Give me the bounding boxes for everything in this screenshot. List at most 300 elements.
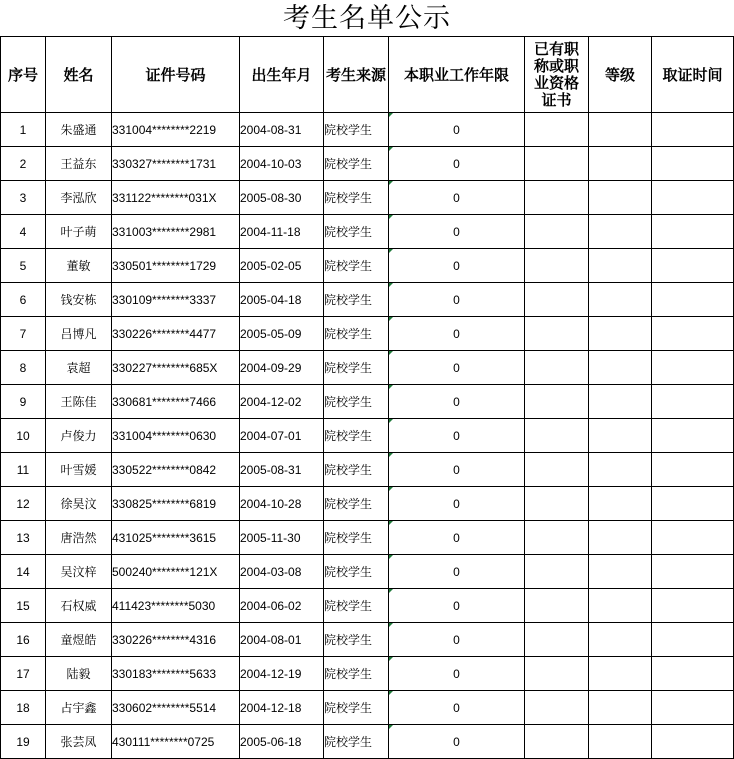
header-row bbox=[1, 37, 734, 113]
row-source bbox=[324, 725, 389, 759]
row-source-text: 院校学生 bbox=[324, 633, 373, 647]
row-birth-date bbox=[240, 147, 324, 181]
row-source bbox=[324, 113, 389, 147]
row-name-text: 徐昊汶 bbox=[60, 497, 97, 511]
row-source bbox=[324, 555, 389, 589]
row-name-text: 董敏 bbox=[66, 259, 91, 273]
table-row bbox=[1, 623, 734, 657]
row-cert-time bbox=[652, 589, 734, 623]
row-seq bbox=[1, 589, 46, 623]
row-name-text: 张芸凤 bbox=[60, 735, 97, 749]
row-birth-date bbox=[240, 419, 324, 453]
row-source-text: 院校学生 bbox=[324, 701, 373, 715]
row-birth-date-text: 2004-06-02 bbox=[240, 598, 302, 613]
row-name-text: 李泓欣 bbox=[60, 191, 97, 205]
row-work-years-text: 0 bbox=[453, 122, 460, 137]
row-level bbox=[589, 623, 652, 657]
row-level bbox=[589, 249, 652, 283]
row-birth-date-text: 2005-04-18 bbox=[240, 292, 302, 307]
row-level bbox=[589, 317, 652, 351]
row-work-years bbox=[389, 623, 525, 657]
row-name bbox=[46, 317, 112, 351]
row-source bbox=[324, 317, 389, 351]
row-source-text: 院校学生 bbox=[324, 191, 373, 205]
header-id-number: 证件号码 bbox=[112, 37, 240, 113]
row-name-text: 袁超 bbox=[66, 361, 91, 375]
row-id-number bbox=[112, 215, 240, 249]
row-seq-text: 3 bbox=[19, 190, 27, 205]
row-seq bbox=[1, 691, 46, 725]
row-source-text: 院校学生 bbox=[324, 735, 373, 749]
row-certificate bbox=[525, 351, 589, 385]
row-name bbox=[46, 453, 112, 487]
row-work-years-text: 0 bbox=[453, 258, 460, 273]
table-body bbox=[1, 113, 734, 759]
header-birth-date: 出生年月 bbox=[240, 37, 324, 113]
row-seq bbox=[1, 283, 46, 317]
row-id-number bbox=[112, 113, 240, 147]
row-birth-date-text: 2004-08-01 bbox=[240, 632, 302, 647]
row-cert-time bbox=[652, 555, 734, 589]
row-certificate bbox=[525, 657, 589, 691]
row-birth-date bbox=[240, 725, 324, 759]
row-name bbox=[46, 181, 112, 215]
table-row bbox=[1, 147, 734, 181]
row-name bbox=[46, 691, 112, 725]
row-seq bbox=[1, 453, 46, 487]
row-source-text: 院校学生 bbox=[324, 361, 373, 375]
row-source bbox=[324, 453, 389, 487]
row-work-years-text: 0 bbox=[453, 224, 460, 239]
row-work-years bbox=[389, 283, 525, 317]
row-cert-time bbox=[652, 351, 734, 385]
row-name bbox=[46, 419, 112, 453]
row-level bbox=[589, 453, 652, 487]
row-birth-date-text: 2005-06-18 bbox=[240, 734, 302, 749]
row-name-text: 吴汶梓 bbox=[60, 565, 97, 579]
row-id-number-text: 330681********7466 bbox=[112, 394, 217, 409]
row-id-number-text: 330226********4477 bbox=[112, 326, 217, 341]
table-row bbox=[1, 589, 734, 623]
row-seq bbox=[1, 147, 46, 181]
row-name-text: 叶子萌 bbox=[60, 225, 97, 239]
row-work-years-text: 0 bbox=[453, 530, 460, 545]
row-id-number-text: 330501********1729 bbox=[112, 258, 217, 273]
row-work-years-text: 0 bbox=[453, 496, 460, 511]
row-birth-date bbox=[240, 691, 324, 725]
cell-comment-marker bbox=[389, 283, 393, 287]
row-id-number bbox=[112, 725, 240, 759]
row-source bbox=[324, 487, 389, 521]
row-seq bbox=[1, 351, 46, 385]
row-cert-time bbox=[652, 215, 734, 249]
header-cert-time: 取证时间 bbox=[652, 37, 734, 113]
row-name-text: 唐浩然 bbox=[60, 531, 97, 545]
row-id-number-text: 330327********1731 bbox=[112, 156, 217, 171]
row-work-years-text: 0 bbox=[453, 326, 460, 341]
row-id-number-text: 331004********0630 bbox=[112, 428, 217, 443]
row-cert-time bbox=[652, 113, 734, 147]
cell-comment-marker bbox=[389, 555, 393, 559]
row-source bbox=[324, 147, 389, 181]
row-source bbox=[324, 181, 389, 215]
row-work-years bbox=[389, 419, 525, 453]
row-id-number bbox=[112, 283, 240, 317]
row-work-years bbox=[389, 725, 525, 759]
row-name-text: 钱安栋 bbox=[60, 293, 97, 307]
row-id-number bbox=[112, 453, 240, 487]
row-birth-date-text: 2004-12-02 bbox=[240, 394, 302, 409]
row-id-number bbox=[112, 181, 240, 215]
row-work-years bbox=[389, 215, 525, 249]
row-work-years bbox=[389, 317, 525, 351]
row-work-years-text: 0 bbox=[453, 360, 460, 375]
row-source-text: 院校学生 bbox=[324, 293, 373, 307]
row-name bbox=[46, 249, 112, 283]
row-work-years bbox=[389, 351, 525, 385]
row-id-number bbox=[112, 589, 240, 623]
table-row bbox=[1, 181, 734, 215]
row-certificate bbox=[525, 521, 589, 555]
row-source bbox=[324, 691, 389, 725]
row-certificate bbox=[525, 453, 589, 487]
cell-comment-marker bbox=[389, 113, 393, 117]
row-seq bbox=[1, 113, 46, 147]
row-seq-text: 19 bbox=[16, 734, 30, 749]
row-birth-date-text: 2005-05-09 bbox=[240, 326, 302, 341]
table-row bbox=[1, 657, 734, 691]
row-work-years-text: 0 bbox=[453, 428, 460, 443]
row-level bbox=[589, 555, 652, 589]
row-cert-time bbox=[652, 453, 734, 487]
row-birth-date bbox=[240, 521, 324, 555]
row-birth-date bbox=[240, 249, 324, 283]
row-source bbox=[324, 351, 389, 385]
row-name bbox=[46, 113, 112, 147]
row-source-text: 院校学生 bbox=[324, 395, 373, 409]
row-birth-date-text: 2004-03-08 bbox=[240, 564, 302, 579]
header-level: 等级 bbox=[589, 37, 652, 113]
row-birth-date-text: 2004-09-29 bbox=[240, 360, 302, 375]
row-certificate bbox=[525, 249, 589, 283]
table-row bbox=[1, 555, 734, 589]
row-source-text: 院校学生 bbox=[324, 497, 373, 511]
row-birth-date bbox=[240, 215, 324, 249]
row-certificate bbox=[525, 691, 589, 725]
row-work-years-text: 0 bbox=[453, 394, 460, 409]
table-row bbox=[1, 249, 734, 283]
row-source bbox=[324, 623, 389, 657]
row-name bbox=[46, 351, 112, 385]
row-id-number-text: 330602********5514 bbox=[112, 700, 217, 715]
row-level bbox=[589, 589, 652, 623]
table-row bbox=[1, 725, 734, 759]
row-certificate bbox=[525, 589, 589, 623]
row-name-text: 朱盛通 bbox=[60, 123, 97, 137]
row-source-text: 院校学生 bbox=[324, 259, 373, 273]
row-name bbox=[46, 657, 112, 691]
row-source-text: 院校学生 bbox=[324, 123, 373, 137]
row-level bbox=[589, 283, 652, 317]
row-birth-date bbox=[240, 283, 324, 317]
row-name-text: 童煜皓 bbox=[60, 633, 97, 647]
row-seq-text: 17 bbox=[16, 666, 30, 681]
cell-comment-marker bbox=[389, 521, 393, 525]
row-id-number-text: 330227********685X bbox=[112, 360, 218, 375]
row-source bbox=[324, 249, 389, 283]
row-certificate bbox=[525, 385, 589, 419]
row-name-text: 王陈佳 bbox=[60, 395, 97, 409]
row-source bbox=[324, 215, 389, 249]
cell-comment-marker bbox=[389, 215, 393, 219]
row-seq bbox=[1, 317, 46, 351]
row-source-text: 院校学生 bbox=[324, 599, 373, 613]
row-id-number-text: 330825********6819 bbox=[112, 496, 217, 511]
row-name-text: 卢俊力 bbox=[60, 429, 97, 443]
row-name-text: 吕博凡 bbox=[60, 327, 97, 341]
table-row bbox=[1, 487, 734, 521]
row-name bbox=[46, 623, 112, 657]
row-cert-time bbox=[652, 283, 734, 317]
row-birth-date-text: 2004-07-01 bbox=[240, 428, 302, 443]
row-cert-time bbox=[652, 147, 734, 181]
row-seq-text: 18 bbox=[16, 700, 30, 715]
row-seq-text: 14 bbox=[16, 564, 30, 579]
row-name bbox=[46, 589, 112, 623]
row-name-text: 陆毅 bbox=[66, 667, 91, 681]
header-name: 姓名 bbox=[46, 37, 112, 113]
cell-comment-marker bbox=[389, 657, 393, 661]
row-work-years-text: 0 bbox=[453, 734, 460, 749]
row-seq-text: 10 bbox=[16, 428, 30, 443]
row-cert-time bbox=[652, 691, 734, 725]
row-level bbox=[589, 691, 652, 725]
row-birth-date bbox=[240, 589, 324, 623]
row-birth-date bbox=[240, 317, 324, 351]
row-birth-date-text: 2004-08-31 bbox=[240, 122, 302, 137]
cell-comment-marker bbox=[389, 725, 393, 729]
row-name-text: 占宇鑫 bbox=[60, 701, 97, 715]
row-level bbox=[589, 521, 652, 555]
row-seq bbox=[1, 623, 46, 657]
row-birth-date-text: 2004-12-18 bbox=[240, 700, 302, 715]
row-seq-text: 16 bbox=[16, 632, 30, 647]
row-work-years bbox=[389, 691, 525, 725]
table-row bbox=[1, 351, 734, 385]
row-certificate bbox=[525, 419, 589, 453]
table-row bbox=[1, 691, 734, 725]
row-source bbox=[324, 521, 389, 555]
row-certificate bbox=[525, 623, 589, 657]
row-id-number bbox=[112, 249, 240, 283]
row-source-text: 院校学生 bbox=[324, 327, 373, 341]
row-seq-text: 8 bbox=[19, 360, 27, 375]
row-seq bbox=[1, 215, 46, 249]
header-certificate: 已有职称或职业资格证书 bbox=[525, 37, 589, 113]
row-source bbox=[324, 657, 389, 691]
row-work-years bbox=[389, 589, 525, 623]
row-seq-text: 12 bbox=[16, 496, 30, 511]
row-seq bbox=[1, 181, 46, 215]
row-name bbox=[46, 521, 112, 555]
cell-comment-marker bbox=[389, 385, 393, 389]
row-source-text: 院校学生 bbox=[324, 157, 373, 171]
row-work-years bbox=[389, 147, 525, 181]
row-name-text: 王益东 bbox=[60, 157, 97, 171]
row-certificate bbox=[525, 113, 589, 147]
row-id-number-text: 330226********4316 bbox=[112, 632, 217, 647]
row-seq bbox=[1, 385, 46, 419]
row-level bbox=[589, 487, 652, 521]
row-source-text: 院校学生 bbox=[324, 565, 373, 579]
row-certificate bbox=[525, 181, 589, 215]
row-cert-time bbox=[652, 419, 734, 453]
page-title: 考生名单公示 bbox=[283, 3, 451, 34]
row-birth-date bbox=[240, 181, 324, 215]
row-source-text: 院校学生 bbox=[324, 531, 373, 545]
row-seq bbox=[1, 249, 46, 283]
cell-comment-marker bbox=[389, 419, 393, 423]
row-seq bbox=[1, 487, 46, 521]
row-cert-time bbox=[652, 623, 734, 657]
row-work-years-text: 0 bbox=[453, 462, 460, 477]
row-seq-text: 2 bbox=[19, 156, 27, 171]
row-name bbox=[46, 385, 112, 419]
row-id-number-text: 411423********5030 bbox=[112, 598, 216, 613]
row-certificate bbox=[525, 317, 589, 351]
row-seq-text: 6 bbox=[19, 292, 27, 307]
row-birth-date bbox=[240, 385, 324, 419]
cell-comment-marker bbox=[389, 351, 393, 355]
row-work-years-text: 0 bbox=[453, 292, 460, 307]
row-name-text: 叶雪媛 bbox=[60, 463, 97, 477]
row-id-number bbox=[112, 419, 240, 453]
row-level bbox=[589, 147, 652, 181]
table-row bbox=[1, 283, 734, 317]
table-row bbox=[1, 215, 734, 249]
row-work-years bbox=[389, 249, 525, 283]
row-level bbox=[589, 215, 652, 249]
row-birth-date-text: 2004-11-18 bbox=[240, 224, 301, 239]
row-cert-time bbox=[652, 317, 734, 351]
row-birth-date-text: 2004-12-19 bbox=[240, 666, 302, 681]
row-birth-date bbox=[240, 453, 324, 487]
row-source bbox=[324, 385, 389, 419]
row-id-number bbox=[112, 623, 240, 657]
row-level bbox=[589, 181, 652, 215]
row-cert-time bbox=[652, 725, 734, 759]
row-work-years-text: 0 bbox=[453, 564, 460, 579]
cell-comment-marker bbox=[389, 623, 393, 627]
row-work-years bbox=[389, 521, 525, 555]
row-id-number bbox=[112, 351, 240, 385]
cell-comment-marker bbox=[389, 147, 393, 151]
row-name bbox=[46, 487, 112, 521]
row-name bbox=[46, 725, 112, 759]
cell-comment-marker bbox=[389, 453, 393, 457]
row-source bbox=[324, 283, 389, 317]
row-id-number bbox=[112, 657, 240, 691]
header-seq: 序号 bbox=[1, 37, 46, 113]
row-work-years-text: 0 bbox=[453, 666, 460, 681]
row-source-text: 院校学生 bbox=[324, 429, 373, 443]
row-certificate bbox=[525, 555, 589, 589]
table-row bbox=[1, 113, 734, 147]
row-work-years-text: 0 bbox=[453, 700, 460, 715]
row-source bbox=[324, 589, 389, 623]
row-source-text: 院校学生 bbox=[324, 463, 373, 477]
row-id-number bbox=[112, 385, 240, 419]
row-birth-date-text: 2005-08-30 bbox=[240, 190, 302, 205]
row-work-years-text: 0 bbox=[453, 156, 460, 171]
row-work-years-text: 0 bbox=[453, 190, 460, 205]
row-work-years bbox=[389, 657, 525, 691]
row-source-text: 院校学生 bbox=[324, 667, 373, 681]
row-work-years-text: 0 bbox=[453, 632, 460, 647]
table-row bbox=[1, 521, 734, 555]
row-id-number bbox=[112, 487, 240, 521]
row-source-text: 院校学生 bbox=[324, 225, 373, 239]
row-id-number-text: 431025********3615 bbox=[112, 530, 217, 545]
row-seq-text: 4 bbox=[19, 224, 27, 239]
row-level bbox=[589, 419, 652, 453]
row-id-number-text: 330522********0842 bbox=[112, 462, 217, 477]
row-certificate bbox=[525, 487, 589, 521]
row-cert-time bbox=[652, 487, 734, 521]
row-name bbox=[46, 283, 112, 317]
cell-comment-marker bbox=[389, 249, 393, 253]
table-row bbox=[1, 453, 734, 487]
row-id-number-text: 330183********5633 bbox=[112, 666, 217, 681]
row-id-number-text: 331003********2981 bbox=[112, 224, 217, 239]
row-cert-time bbox=[652, 385, 734, 419]
cell-comment-marker bbox=[389, 181, 393, 185]
row-birth-date bbox=[240, 623, 324, 657]
row-id-number bbox=[112, 555, 240, 589]
table-row bbox=[1, 317, 734, 351]
row-seq bbox=[1, 419, 46, 453]
row-name bbox=[46, 147, 112, 181]
table-row bbox=[1, 419, 734, 453]
row-seq bbox=[1, 657, 46, 691]
row-id-number bbox=[112, 521, 240, 555]
row-seq-text: 7 bbox=[19, 326, 27, 341]
row-id-number-text: 330109********3337 bbox=[112, 292, 217, 307]
row-id-number bbox=[112, 147, 240, 181]
row-work-years bbox=[389, 555, 525, 589]
row-seq bbox=[1, 725, 46, 759]
row-id-number-text: 331004********2219 bbox=[112, 122, 217, 137]
row-seq-text: 13 bbox=[16, 530, 30, 545]
row-level bbox=[589, 351, 652, 385]
row-certificate bbox=[525, 215, 589, 249]
row-birth-date-text: 2004-10-03 bbox=[240, 156, 302, 171]
row-birth-date bbox=[240, 351, 324, 385]
row-birth-date bbox=[240, 113, 324, 147]
row-birth-date bbox=[240, 555, 324, 589]
cell-comment-marker bbox=[389, 317, 393, 321]
row-name-text: 石权威 bbox=[60, 599, 97, 613]
header-source: 考生来源 bbox=[324, 37, 389, 113]
cell-comment-marker bbox=[389, 487, 393, 491]
row-work-years-text: 0 bbox=[453, 598, 460, 613]
row-cert-time bbox=[652, 249, 734, 283]
row-level bbox=[589, 113, 652, 147]
row-level bbox=[589, 725, 652, 759]
row-work-years bbox=[389, 487, 525, 521]
header-work-years: 本职业工作年限 bbox=[389, 37, 525, 113]
row-work-years bbox=[389, 181, 525, 215]
